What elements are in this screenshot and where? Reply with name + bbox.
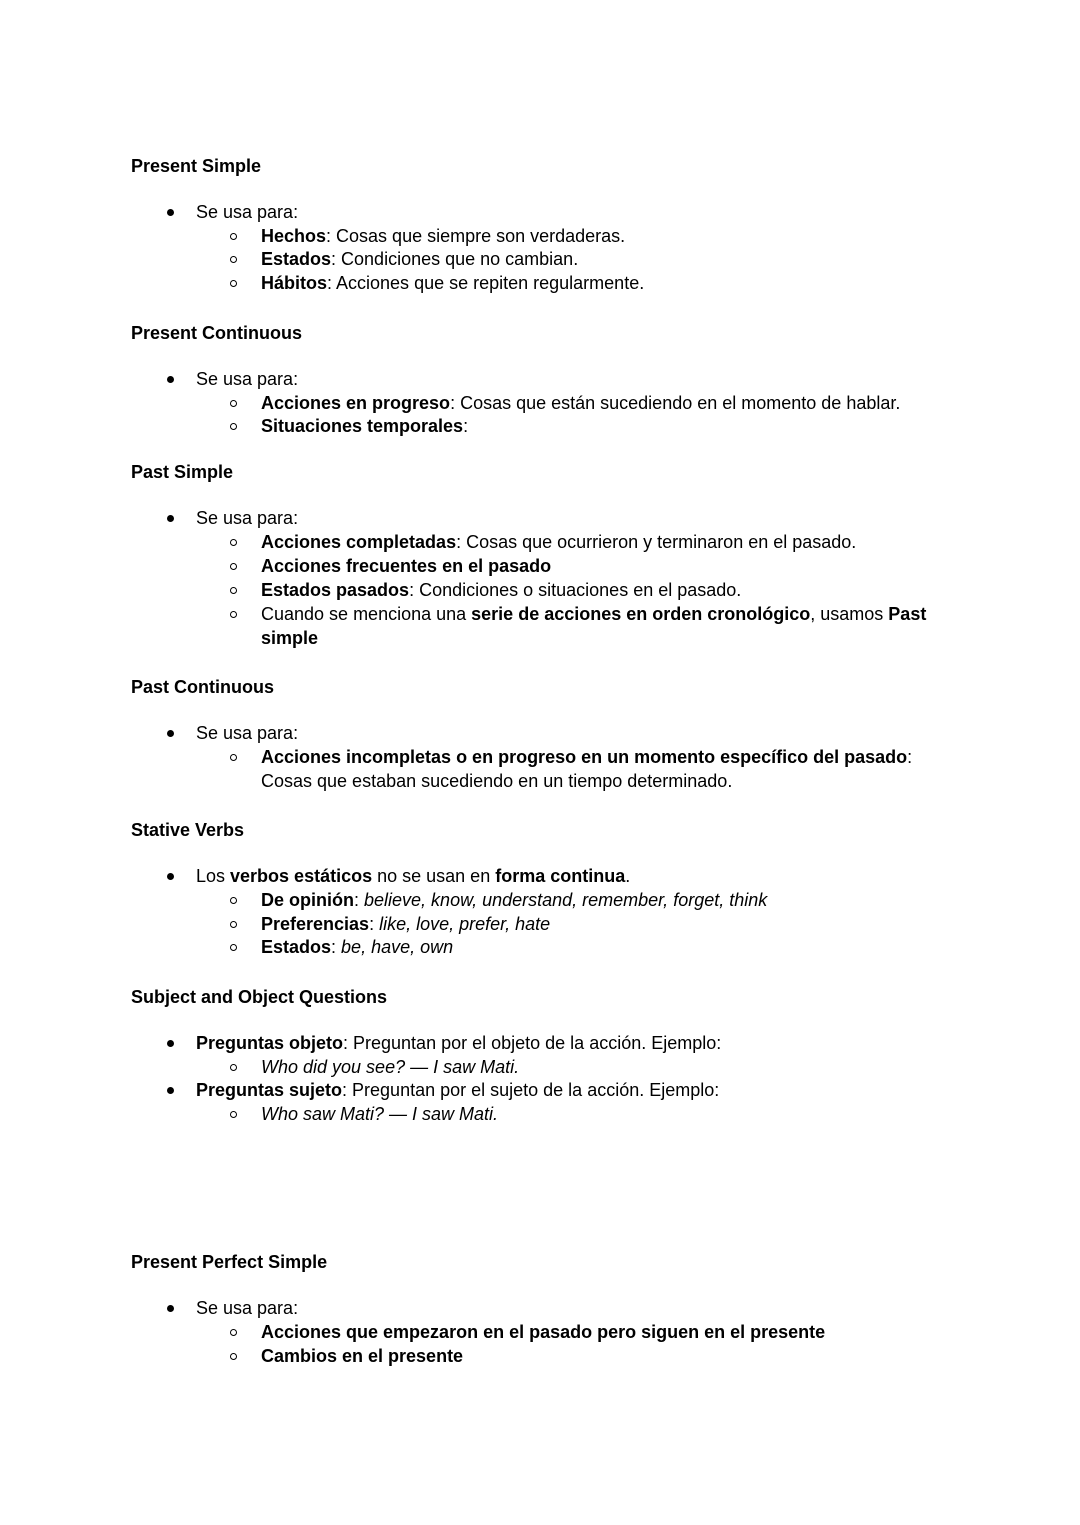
bullet-icon bbox=[167, 1040, 174, 1047]
bullet-icon bbox=[167, 730, 174, 737]
sub-bullet-icon bbox=[230, 400, 237, 407]
section-heading: Past Simple bbox=[131, 462, 234, 482]
sub-bullet-icon bbox=[230, 1329, 237, 1336]
sub-list-item bbox=[261, 224, 941, 248]
sub-list-item bbox=[261, 554, 941, 578]
sub-list-item bbox=[261, 530, 941, 554]
sub-bullet-icon bbox=[230, 256, 237, 263]
sub-bullet-icon bbox=[230, 897, 237, 904]
section-heading: Past Continuous bbox=[131, 677, 274, 697]
list-item bbox=[196, 1078, 936, 1102]
sub-list-item bbox=[261, 1320, 941, 1344]
section-heading: Stative Verbs bbox=[131, 820, 245, 840]
sub-bullet-icon bbox=[230, 611, 237, 618]
section-heading: Subject and Object Questions bbox=[131, 987, 388, 1007]
bold-text: Estados bbox=[261, 249, 332, 269]
sub-list-item bbox=[261, 888, 941, 912]
text: : bbox=[369, 914, 380, 934]
sub-list-item bbox=[261, 271, 941, 295]
bold-text: Hábitos bbox=[261, 273, 328, 293]
list-item bbox=[196, 200, 936, 224]
section-heading: Present Simple bbox=[131, 156, 262, 176]
sub-list-item bbox=[261, 391, 941, 415]
italic-text: Who saw Mati? — I saw Mati. bbox=[261, 1104, 499, 1124]
bold-text: Situaciones temporales bbox=[261, 416, 464, 436]
italic-text: believe, know, understand, remember, forget, think bbox=[364, 890, 768, 910]
bold-text: Acciones incompletas o en progreso en un momento específico del pasado bbox=[261, 747, 908, 767]
list-item bbox=[196, 864, 936, 888]
bold-text: serie de acciones en orden cronológico bbox=[471, 604, 811, 624]
text: : Preguntan por el objeto de la acción. Ejemplo: bbox=[343, 1033, 722, 1053]
section-heading: Present Continuous bbox=[131, 323, 303, 343]
section-heading: Present Perfect Simple bbox=[131, 1252, 328, 1272]
text: Se usa para: bbox=[196, 202, 299, 222]
text: Cuando se menciona una bbox=[261, 604, 472, 624]
bold-text: Preguntas objeto bbox=[196, 1033, 344, 1053]
italic-text: be, have, own bbox=[341, 937, 454, 957]
bold-text: Preguntas sujeto bbox=[196, 1080, 343, 1100]
sub-list-item bbox=[261, 1344, 941, 1368]
text: : Cosas que están sucediendo en el momento de hablar. bbox=[450, 393, 901, 413]
text: : bbox=[354, 890, 365, 910]
sub-bullet-icon bbox=[230, 563, 237, 570]
sub-bullet-icon bbox=[230, 233, 237, 240]
list-item bbox=[196, 1296, 936, 1320]
sub-bullet-icon bbox=[230, 423, 237, 430]
bold-text: De opinión bbox=[261, 890, 354, 910]
text: : Cosas que estaban sucediendo en un tiempo determinado. bbox=[261, 747, 913, 791]
bullet-icon bbox=[167, 376, 174, 383]
sub-list-item bbox=[261, 1102, 941, 1126]
sub-bullet-icon bbox=[230, 1064, 237, 1071]
sub-list-item bbox=[261, 578, 941, 602]
bullet-icon bbox=[167, 515, 174, 522]
bold-text: Cambios en el presente bbox=[261, 1346, 464, 1366]
text: Se usa para: bbox=[196, 369, 299, 389]
sub-list-item bbox=[261, 602, 941, 650]
text: , usamos bbox=[810, 604, 889, 624]
list-item bbox=[196, 506, 936, 530]
list-item bbox=[196, 1031, 936, 1055]
text: no se usan en bbox=[372, 866, 496, 886]
text: Se usa para: bbox=[196, 723, 299, 743]
bold-text: verbos estáticos bbox=[230, 866, 373, 886]
sub-bullet-icon bbox=[230, 1111, 237, 1118]
text: : Cosas que siempre son verdaderas. bbox=[326, 226, 626, 246]
bullet-icon bbox=[167, 209, 174, 216]
sub-bullet-icon bbox=[230, 921, 237, 928]
sub-bullet-icon bbox=[230, 280, 237, 287]
bold-text: Acciones que empezaron en el pasado pero siguen en el presente bbox=[261, 1322, 826, 1342]
text: . bbox=[625, 866, 631, 886]
bold-text: forma continua bbox=[495, 866, 626, 886]
sub-list-item bbox=[261, 912, 941, 936]
sub-bullet-icon bbox=[230, 944, 237, 951]
bold-text: Acciones completadas bbox=[261, 532, 457, 552]
bullet-icon bbox=[167, 1305, 174, 1312]
italic-text: Who did you see? — I saw Mati. bbox=[261, 1057, 520, 1077]
bullet-icon bbox=[167, 1087, 174, 1094]
text: : Cosas que ocurrieron y terminaron en el pasado. bbox=[456, 532, 857, 552]
sub-bullet-icon bbox=[230, 754, 237, 761]
sub-bullet-icon bbox=[230, 587, 237, 594]
text: : Preguntan por el sujeto de la acción. Ejemplo: bbox=[342, 1080, 720, 1100]
sub-list-item bbox=[261, 247, 941, 271]
sub-bullet-icon bbox=[230, 1353, 237, 1360]
bold-text: Estados bbox=[261, 937, 332, 957]
text: Se usa para: bbox=[196, 1298, 299, 1318]
text: : bbox=[331, 937, 342, 957]
sub-list-item bbox=[261, 1055, 941, 1079]
bold-text: Estados pasados bbox=[261, 580, 410, 600]
italic-text: like, love, prefer, hate bbox=[379, 914, 551, 934]
text: : bbox=[463, 416, 469, 436]
sub-bullet-icon bbox=[230, 539, 237, 546]
bold-text: Preferencias bbox=[261, 914, 370, 934]
sub-list-item bbox=[261, 935, 941, 959]
bold-text: Hechos bbox=[261, 226, 327, 246]
text: : Condiciones que no cambian. bbox=[331, 249, 579, 269]
text: Se usa para: bbox=[196, 508, 299, 528]
bullet-icon bbox=[167, 873, 174, 880]
list-item bbox=[196, 367, 936, 391]
text: : Condiciones o situaciones en el pasado. bbox=[409, 580, 742, 600]
text: : Acciones que se repiten regularmente. bbox=[327, 273, 645, 293]
bold-text: Acciones en progreso bbox=[261, 393, 451, 413]
sub-list-item bbox=[261, 414, 941, 438]
text: Los bbox=[196, 866, 231, 886]
list-item bbox=[196, 721, 936, 745]
bold-text: Acciones frecuentes en el pasado bbox=[261, 556, 552, 576]
bold-text: Past simple bbox=[261, 604, 927, 648]
sub-list-item bbox=[261, 745, 941, 793]
